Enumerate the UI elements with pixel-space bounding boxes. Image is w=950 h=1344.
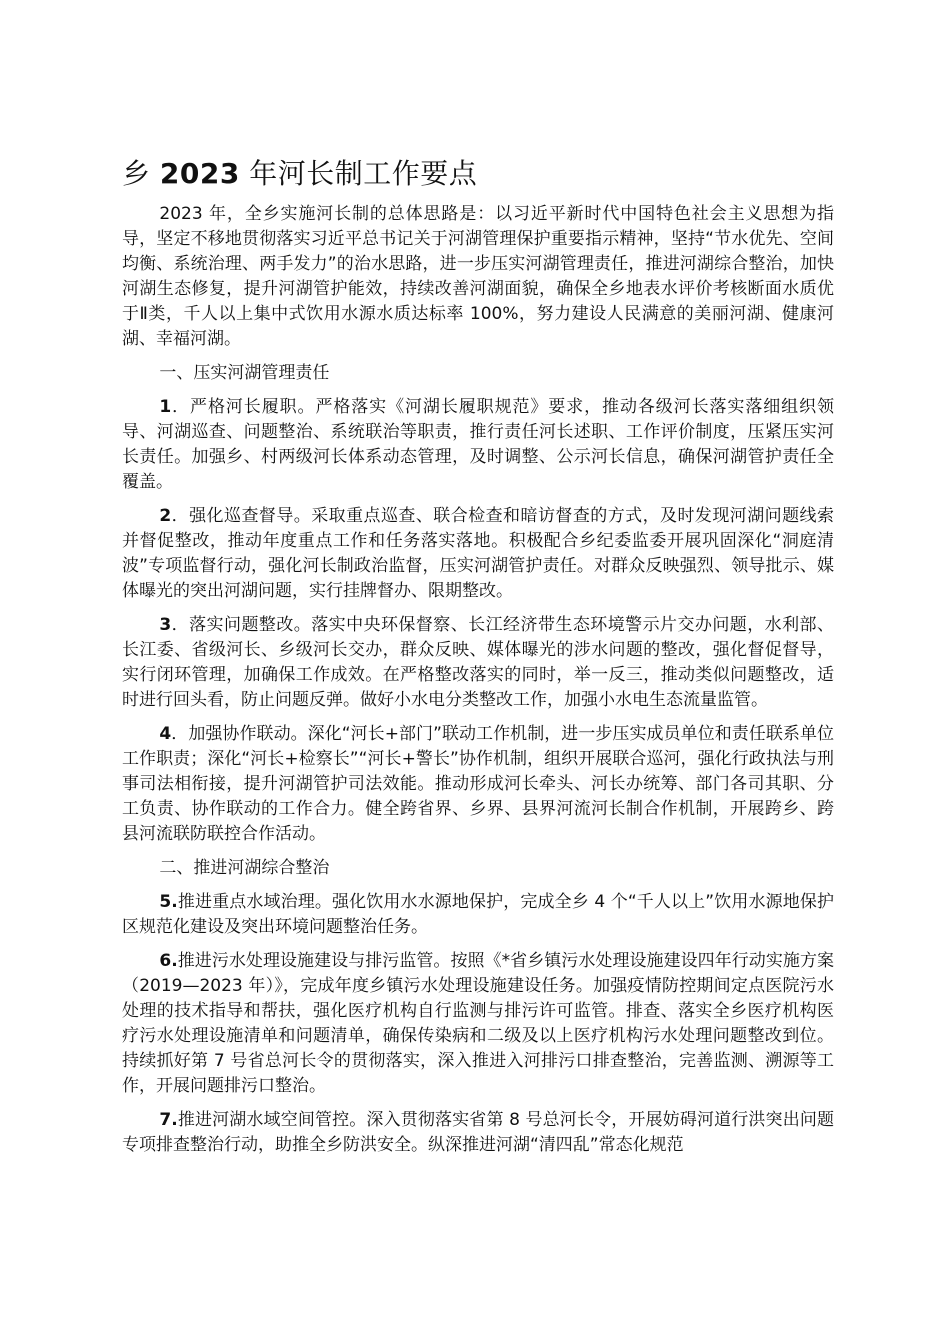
item-text: ．加强协作联动。深化“河长+部门”联动工作机制，进一步压实成员单位和责任联系单位工作职责；深化“河长+检察长”“河长+警长”协作机制，组织开展联合巡河，强化行政执法与刑事司法相衔接，提升河湖管护司法效能。推动形成河长牵头、河长办统筹、部门各司其职、分工负责、协作联动的工作合力。健全跨省界、乡界、县界河流河长制合作机制，开展跨乡、跨县河流联防联控合作活动。 [122, 724, 834, 844]
item-paragraph-3 [122, 613, 834, 713]
item-paragraph-5 [122, 890, 834, 940]
section-heading-1: 一、压实河湖管理责任 [159, 363, 330, 383]
item-number: 3 [159, 615, 172, 635]
item-paragraph-1 [122, 395, 834, 495]
title-year: 2023 [159, 157, 240, 190]
item-paragraph-2 [122, 504, 834, 604]
item-text: 推进重点水域治理。强化饮用水水源地保护，完成全乡 4 个“千人以上”饮用水源地保护区规范化建设及突出环境问题整治任务。 [122, 892, 834, 937]
item-number: 5. [159, 892, 178, 912]
item-paragraph-4 [122, 722, 834, 847]
item-text: 推进河湖水域空间管控。深入贯彻落实省第 8 号总河长令，开展妨碍河道行洪突出问题专项排查整治行动，助推全乡防洪安全。纵深推进河湖“清四乱”常态化规范 [122, 1110, 834, 1155]
document-page [122, 150, 834, 1167]
title-suffix: 年河长制工作要点 [239, 157, 478, 190]
item-paragraph-7 [122, 1108, 834, 1158]
intro-paragraph: 2023 年，全乡实施河长制的总体思路是：以习近平新时代中国特色社会主义思想为指导，坚定不移地贯彻落实习近平总书记关于河湖管理保护重要指示精神，坚持“节水优先、空间均衡、系统治理、两手发力”的治水思路，进一步压实河湖管理责任，推进河湖综合整治，加快河湖生态修复，提升河湖管护能效，持续改善河湖面貌，确保全乡地表水评价考核断面水质优于Ⅱ类，千人以上集中式饮用水源水质达标率 100%，努力建设人民满意的美丽河湖、健康河湖、幸福河湖。 [122, 204, 834, 349]
section-heading-2: 二、推进河湖综合整治 [159, 858, 330, 878]
item-number: 1 [159, 397, 172, 417]
item-text: 推进污水处理设施建设与排污监管。按照《*省乡镇污水处理设施建设四年行动实施方案（2019—2023 年）》，完成年度乡镇污水处理设施建设任务。加强疫情防控期间定点医院污水处理的技术指导和帮扶，强化医疗机构自行监测与排污许可监管。排查、落实全乡医疗机构医疗污水处理设施清单和问题清单，确保传染病和二级及以上医疗机构污水处理问题整改到位。持续抓好第 7 号省总河长令的贯彻落实，深入推进入河排污口排查整治，完善监测、溯源等工作，开展问题排污口整治。 [122, 951, 834, 1096]
item-text: ．严格河长履职。严格落实《河湖长履职规范》要求，推动各级河长落实落细组织领导、河湖巡查、问题整治、系统联治等职责，推行责任河长述职、工作评价制度，压紧压实河长责任。加强乡、村两级河长体系动态管理，及时调整、公示河长信息，确保河湖管护责任全覆盖。 [122, 397, 834, 492]
title-prefix: 乡 [122, 157, 160, 190]
item-number: 2 [159, 506, 172, 526]
item-number: 4 [159, 724, 172, 744]
item-text: ．落实问题整改。落实中央环保督察、长江经济带生态环境警示片交办问题，水利部、长江委、省级河长、乡级河长交办，群众反映、媒体曝光的涉水问题的整改，强化督促督导，实行闭环管理，加确保工作成效。在严格整改落实的同时，举一反三，推动类似问题整改，适时进行回头看，防止问题反弹。做好小水电分类整改工作，加强小水电生态流量监管。 [122, 615, 834, 710]
item-text: ．强化巡查督导。采取重点巡查、联合检查和暗访督查的方式，及时发现河湖问题线索并督促整改，推动年度重点工作和任务落实落地。积极配合乡纪委监委开展巩固深化“洞庭清波”专项监督行动，强化河长制政治监督，压实河湖管护责任。对群众反映强烈、领导批示、媒体曝光的突出河湖问题，实行挂牌督办、限期整改。 [122, 506, 834, 601]
item-number: 7. [159, 1110, 178, 1130]
item-paragraph-6 [122, 949, 834, 1099]
document-title [122, 150, 834, 198]
item-number: 6. [159, 951, 178, 971]
